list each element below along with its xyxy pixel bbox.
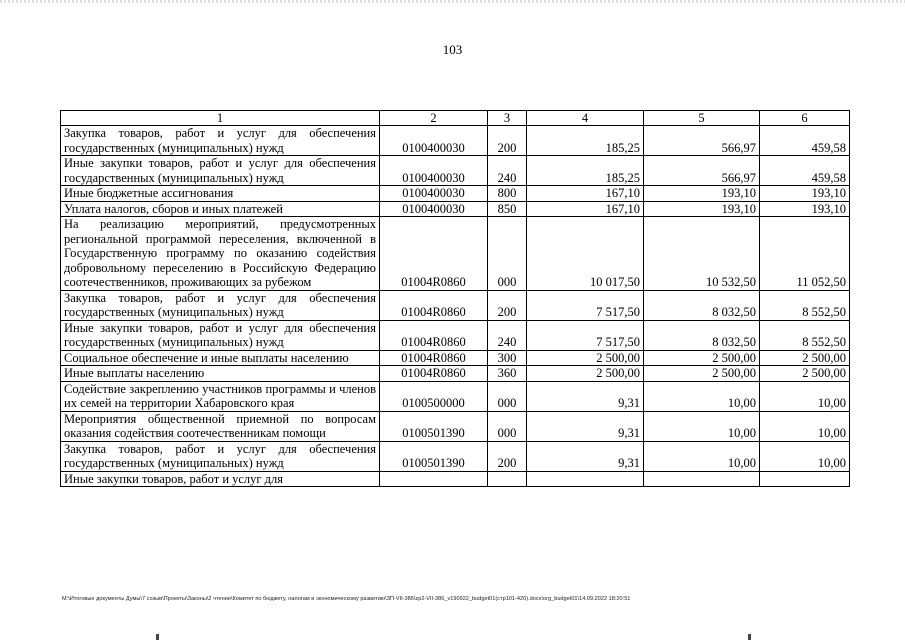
row-description: Иные бюджетные ассигнования bbox=[61, 186, 380, 202]
footer-file-path: M:\Итоговые документы Думы\7 созыв\Проекты\Законы\2 чтение\Комитет по бюджету, налогам и экономическому развитию\ЗП-VII-386\zp2-VII-386_v190922_budget01(стр101-420).docx\org_budget01\14.09.2022 18:20:51 bbox=[62, 596, 631, 602]
row-target-code: 01004R0860 bbox=[380, 366, 488, 382]
row-value-col4: 9,31 bbox=[527, 381, 644, 411]
row-expense-type: 800 bbox=[488, 186, 527, 202]
row-target-code: 0100500000 bbox=[380, 381, 488, 411]
row-target-code: 0100400030 bbox=[380, 126, 488, 156]
row-value-col5: 2 500,00 bbox=[644, 350, 760, 366]
row-value-col6: 8 552,50 bbox=[760, 290, 850, 320]
row-value-col5: 10,00 bbox=[644, 441, 760, 471]
row-value-col6 bbox=[760, 471, 850, 487]
table-row bbox=[61, 381, 850, 411]
row-target-code: 0100501390 bbox=[380, 411, 488, 441]
row-value-col6: 11 052,50 bbox=[760, 217, 850, 291]
row-value-col6: 193,10 bbox=[760, 201, 850, 217]
table-row bbox=[61, 471, 850, 487]
column-header: 1 bbox=[61, 111, 380, 126]
row-description: Мероприятия общественной приемной по вопросам оказания содействия соотечественникам помощи bbox=[61, 411, 380, 441]
row-value-col6: 2 500,00 bbox=[760, 350, 850, 366]
row-expense-type: 300 bbox=[488, 350, 527, 366]
row-value-col5: 193,10 bbox=[644, 201, 760, 217]
page-number: 103 bbox=[442, 42, 463, 57]
row-description: Социальное обеспечение и иные выплаты населению bbox=[61, 350, 380, 366]
table-row bbox=[61, 441, 850, 471]
table-row bbox=[61, 411, 850, 441]
row-value-col4: 167,10 bbox=[527, 186, 644, 202]
row-expense-type bbox=[488, 471, 527, 487]
scan-mark bbox=[748, 634, 751, 640]
row-expense-type: 240 bbox=[488, 320, 527, 350]
row-value-col5: 10 532,50 bbox=[644, 217, 760, 291]
row-expense-type: 360 bbox=[488, 366, 527, 382]
column-header: 5 bbox=[644, 111, 760, 126]
row-value-col6: 459,58 bbox=[760, 156, 850, 186]
column-header: 3 bbox=[488, 111, 527, 126]
row-description: Иные выплаты населению bbox=[61, 366, 380, 382]
row-value-col6: 8 552,50 bbox=[760, 320, 850, 350]
table-row bbox=[61, 366, 850, 382]
row-value-col4: 185,25 bbox=[527, 156, 644, 186]
row-value-col5: 10,00 bbox=[644, 411, 760, 441]
row-target-code: 01004R0860 bbox=[380, 217, 488, 291]
row-description: Закупка товаров, работ и услуг для обеспечения государственных (муниципальных) нужд bbox=[61, 441, 380, 471]
row-value-col6: 10,00 bbox=[760, 411, 850, 441]
row-value-col5 bbox=[644, 471, 760, 487]
row-value-col4: 7 517,50 bbox=[527, 290, 644, 320]
row-description: Иные закупки товаров, работ и услуг для обеспечения государственных (муниципальных) нужд bbox=[61, 320, 380, 350]
row-target-code: 01004R0860 bbox=[380, 290, 488, 320]
row-value-col4: 10 017,50 bbox=[527, 217, 644, 291]
column-header: 6 bbox=[760, 111, 850, 126]
row-expense-type: 200 bbox=[488, 126, 527, 156]
row-target-code: 0100400030 bbox=[380, 156, 488, 186]
table-row bbox=[61, 290, 850, 320]
row-value-col4 bbox=[527, 471, 644, 487]
row-value-col4: 9,31 bbox=[527, 411, 644, 441]
row-value-col5: 10,00 bbox=[644, 381, 760, 411]
row-value-col4: 9,31 bbox=[527, 441, 644, 471]
row-expense-type: 850 bbox=[488, 201, 527, 217]
row-description: Содействие закреплению участников программы и членов их семей на территории Хабаровского края bbox=[61, 381, 380, 411]
row-target-code: 0100501390 bbox=[380, 441, 488, 471]
column-header: 4 bbox=[527, 111, 644, 126]
row-expense-type: 000 bbox=[488, 217, 527, 291]
table-row bbox=[61, 126, 850, 156]
row-description: На реализацию мероприятий, предусмотренных региональной программой переселения, включенной в Государственную программу по оказанию содействия добровольному переселению в Российскую Федерацию соотечественников, проживающих за рубежом bbox=[61, 217, 380, 291]
row-expense-type: 200 bbox=[488, 290, 527, 320]
row-value-col5: 566,97 bbox=[644, 156, 760, 186]
row-description: Уплата налогов, сборов и иных платежей bbox=[61, 201, 380, 217]
row-value-col4: 7 517,50 bbox=[527, 320, 644, 350]
row-value-col6: 459,58 bbox=[760, 126, 850, 156]
row-value-col5: 8 032,50 bbox=[644, 320, 760, 350]
table-row bbox=[61, 201, 850, 217]
row-target-code: 01004R0860 bbox=[380, 320, 488, 350]
row-expense-type: 240 bbox=[488, 156, 527, 186]
table-row bbox=[61, 350, 850, 366]
row-value-col4: 167,10 bbox=[527, 201, 644, 217]
row-value-col6: 10,00 bbox=[760, 441, 850, 471]
row-description: Иные закупки товаров, работ и услуг для bbox=[61, 471, 380, 487]
table-row bbox=[61, 156, 850, 186]
row-target-code bbox=[380, 471, 488, 487]
row-value-col5: 2 500,00 bbox=[644, 366, 760, 382]
row-description: Закупка товаров, работ и услуг для обеспечения государственных (муниципальных) нужд bbox=[61, 290, 380, 320]
row-description: Закупка товаров, работ и услуг для обеспечения государственных (муниципальных) нужд bbox=[61, 126, 380, 156]
row-value-col5: 193,10 bbox=[644, 186, 760, 202]
scan-top-edge bbox=[0, 0, 905, 3]
table-row bbox=[61, 186, 850, 202]
row-value-col4: 185,25 bbox=[527, 126, 644, 156]
row-value-col5: 566,97 bbox=[644, 126, 760, 156]
row-target-code: 0100400030 bbox=[380, 186, 488, 202]
row-expense-type: 000 bbox=[488, 381, 527, 411]
table-header-row bbox=[61, 111, 850, 126]
row-target-code: 01004R0860 bbox=[380, 350, 488, 366]
row-value-col6: 193,10 bbox=[760, 186, 850, 202]
column-header: 2 bbox=[380, 111, 488, 126]
row-expense-type: 200 bbox=[488, 441, 527, 471]
row-value-col4: 2 500,00 bbox=[527, 366, 644, 382]
table-row bbox=[61, 217, 850, 291]
row-expense-type: 000 bbox=[488, 411, 527, 441]
row-value-col4: 2 500,00 bbox=[527, 350, 644, 366]
row-value-col5: 8 032,50 bbox=[644, 290, 760, 320]
table-row bbox=[61, 320, 850, 350]
row-target-code: 0100400030 bbox=[380, 201, 488, 217]
row-value-col6: 2 500,00 bbox=[760, 366, 850, 382]
scan-mark bbox=[156, 634, 159, 640]
budget-table bbox=[60, 110, 850, 487]
row-description: Иные закупки товаров, работ и услуг для обеспечения государственных (муниципальных) нужд bbox=[61, 156, 380, 186]
row-value-col6: 10,00 bbox=[760, 381, 850, 411]
